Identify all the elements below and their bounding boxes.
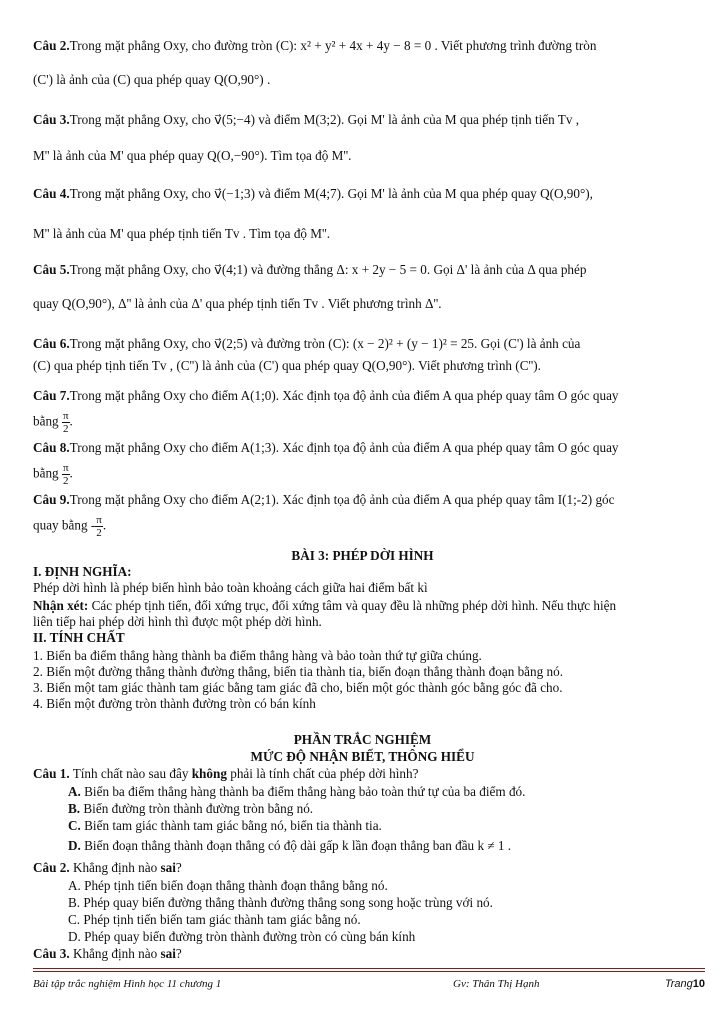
exercise-text: (C') là ảnh của (C) qua phép quay Q(O,90°) . xyxy=(33,72,271,87)
exercise-text: Trong mặt phẳng Oxy, cho v⃗(2;5) và đường tròn (C): (x − 2)² + (y − 1)² = 25. Gọi (C') là ảnh của xyxy=(69,336,581,351)
properties-heading: II. TÍNH CHẤT xyxy=(33,630,125,645)
remark-label: Nhận xét: xyxy=(33,598,89,613)
exercise-8-line-2 xyxy=(33,462,705,487)
option-text: Biến tam giác thành tam giác bằng nó, biến tia thành tia. xyxy=(80,818,382,833)
exercise-5-line-1 xyxy=(33,262,705,278)
definition-text: Phép dời hình là phép biến hình bảo toàn khoảng cách giữa hai điểm bất kì xyxy=(33,580,428,595)
exercise-7-line-2 xyxy=(33,410,705,435)
period: . xyxy=(69,465,73,481)
exercise-text: Trong mặt phẳng Oxy, cho đường tròn (C): x² + y² + 4x + 4y − 8 = 0 . Viết phương trình đường tròn xyxy=(69,38,597,53)
mc-title: PHẦN TRẮC NGHIỆM xyxy=(293,732,432,747)
exercise-4-line-1 xyxy=(33,186,705,202)
answer-option: B. Phép quay biến đường thẳng thành đường thẳng song song hoặc trùng với nó. xyxy=(68,895,493,910)
question-emphasis: không xyxy=(191,766,227,781)
exercise-text: Trong mặt phẳng Oxy, cho v⃗(−1;3) và điểm M(4;7). Gọi M' là ảnh của M qua phép quay Q(O,90°), xyxy=(69,186,593,201)
footer-title: Bài tập trắc nghiệm Hình học 11 chương 1 xyxy=(33,978,222,990)
answer-option xyxy=(68,784,705,800)
angle-word: bằng xyxy=(33,413,59,429)
exercise-8-line-1 xyxy=(33,440,705,456)
footer-divider-thin xyxy=(33,971,705,972)
option-key: B. xyxy=(68,801,81,816)
option-key: A. xyxy=(68,784,81,799)
exercise-9-line-2 xyxy=(33,514,705,539)
period: . xyxy=(69,413,73,429)
fraction-denominator: 2 xyxy=(62,475,69,487)
property-item: 4. Biến một đường tròn thành đường tròn có bán kính xyxy=(33,696,316,711)
angle-word: bằng xyxy=(33,465,59,481)
exercise-4-line-2 xyxy=(33,226,705,242)
remark-text: Các phép tịnh tiến, đối xứng trục, đối xứng tâm và quay đều là những phép dời hình. Nếu thực hiện xyxy=(88,598,617,613)
question-text: ? xyxy=(175,860,182,875)
exercise-label: Câu 4. xyxy=(33,186,70,201)
footer-author: Gv: Thân Thị Hạnh xyxy=(453,978,540,990)
angle-fraction xyxy=(95,514,103,539)
answer-option xyxy=(68,838,705,854)
answer-option xyxy=(68,801,705,817)
angle-fraction xyxy=(62,462,70,487)
page-word: Trang xyxy=(664,978,693,990)
exercise-6-line-1 xyxy=(33,336,705,352)
exercise-3-line-1 xyxy=(33,112,705,128)
question-text: Khẳng định nào xyxy=(69,946,161,961)
fraction-denominator: 2 xyxy=(96,527,102,539)
exercise-5-line-2 xyxy=(33,296,705,312)
page-number xyxy=(665,978,705,990)
question-2 xyxy=(33,860,705,876)
footer-divider xyxy=(33,968,705,969)
question-label: Câu 1. xyxy=(33,766,70,781)
question-text: Tính chất nào sau đây xyxy=(69,766,192,781)
exercise-label: Câu 5. xyxy=(33,262,70,277)
exercise-2-line-1 xyxy=(33,38,705,54)
remark-line-2: liên tiếp hai phép dời hình thì được một phép dời hình. xyxy=(33,614,322,629)
angle-word: quay bằng - xyxy=(33,517,96,533)
exercise-text: quay Q(O,90°), Δ'' là ảnh của Δ' qua phép tịnh tiến Tv . Viết phương trình Δ''. xyxy=(33,296,442,311)
mc-subtitle: MỨC ĐỘ NHẬN BIẾT, THÔNG HIỂU xyxy=(250,749,475,764)
exercise-label: Câu 2. xyxy=(33,38,70,53)
exercise-label: Câu 6. xyxy=(33,336,70,351)
exercise-label: Câu 9. xyxy=(33,492,70,507)
exercise-9-line-1 xyxy=(33,492,705,508)
answer-option: A. Phép tịnh tiến biến đoạn thẳng thành đoạn thẳng bằng nó. xyxy=(68,878,388,893)
question-text: phải là tính chất của phép dời hình? xyxy=(226,766,419,781)
question-1 xyxy=(33,766,705,782)
exercise-text: Trong mặt phẳng Oxy, cho v⃗(5;−4) và điểm M(3;2). Gọi M' là ảnh của M qua phép tịnh tiến Tv , xyxy=(69,112,580,127)
question-label: Câu 2. xyxy=(33,860,70,875)
question-label: Câu 3. xyxy=(33,946,70,961)
exercise-text: Trong mặt phẳng Oxy cho điểm A(1;3). Xác định tọa độ ảnh của điểm A qua phép quay tâm O góc quay xyxy=(69,440,619,455)
property-item: 3. Biến một tam giác thành tam giác bằng tam giác đã cho, biến một góc thành góc bằng góc đã cho. xyxy=(33,680,563,695)
exercise-text: M'' là ảnh của M' qua phép tịnh tiến Tv . Tìm tọa độ M''. xyxy=(33,226,331,241)
property-item: 2. Biến một đường thẳng thành đường thẳng, biến tia thành tia, biến đoạn thẳng thành đoạn bằng nó. xyxy=(33,664,564,679)
exercise-3-line-2 xyxy=(33,148,705,164)
question-emphasis: sai xyxy=(160,860,176,875)
question-text: ? xyxy=(175,946,182,961)
answer-option: C. Phép tịnh tiến biến tam giác thành tam giác bằng nó. xyxy=(68,912,361,927)
question-emphasis: sai xyxy=(160,946,176,961)
fraction-denominator: 2 xyxy=(62,423,69,435)
exercise-6-line-2 xyxy=(33,358,705,374)
option-text: Biến đoạn thẳng thành đoạn thẳng có độ dài gấp k lần đoạn thẳng ban đầu k ≠ 1 . xyxy=(80,838,512,853)
property-item: 1. Biến ba điểm thẳng hàng thành ba điểm thẳng hàng và bảo toàn thứ tự giữa chúng. xyxy=(33,648,482,663)
option-key: C. xyxy=(68,818,81,833)
period: . xyxy=(102,517,107,533)
exercise-text: Trong mặt phẳng Oxy cho điểm A(1;0). Xác định tọa độ ảnh của điểm A qua phép quay tâm O góc quay xyxy=(69,388,619,403)
exercise-text: (C) qua phép tịnh tiến Tv , (C'') là ảnh của (C') qua phép quay Q(O,90°). Viết phương trình (C''). xyxy=(33,358,541,373)
exercise-text: Trong mặt phẳng Oxy cho điểm A(2;1). Xác định tọa độ ảnh của điểm A qua phép quay tâm I(1;-2) góc xyxy=(69,492,615,507)
fraction-numerator: π xyxy=(96,514,102,526)
exercise-label: Câu 8. xyxy=(33,440,70,455)
definition-heading: I. ĐỊNH NGHĨA: xyxy=(33,564,132,579)
answer-option: D. Phép quay biến đường tròn thành đường tròn có cùng bán kính xyxy=(68,929,416,944)
remark-line-1 xyxy=(33,598,705,614)
question-3 xyxy=(33,946,705,962)
page-num: 10 xyxy=(692,978,705,990)
exercise-2-line-2 xyxy=(33,72,705,88)
question-text: Khẳng định nào xyxy=(69,860,161,875)
option-text: Biến ba điểm thẳng hàng thành ba điểm thẳng hàng bảo toàn thứ tự của ba điểm đó. xyxy=(80,784,526,799)
option-text: Biến đường tròn thành đường tròn bằng nó. xyxy=(80,801,314,816)
exercise-7-line-1 xyxy=(33,388,705,404)
fraction-numerator: π xyxy=(62,410,69,422)
exercise-text: M'' là ảnh của M' qua phép quay Q(O,−90°). Tìm tọa độ M''. xyxy=(33,148,352,163)
option-key: D. xyxy=(68,838,81,853)
fraction-numerator: π xyxy=(62,462,69,474)
section-title: BÀI 3: PHÉP DỜI HÌNH xyxy=(291,548,434,563)
exercise-label: Câu 3. xyxy=(33,112,70,127)
exercise-label: Câu 7. xyxy=(33,388,70,403)
exercise-text: Trong mặt phẳng Oxy, cho v⃗(4;1) và đường thẳng Δ: x + 2y − 5 = 0. Gọi Δ' là ảnh của Δ qua phép xyxy=(69,262,587,277)
angle-fraction xyxy=(62,410,70,435)
answer-option xyxy=(68,818,705,834)
